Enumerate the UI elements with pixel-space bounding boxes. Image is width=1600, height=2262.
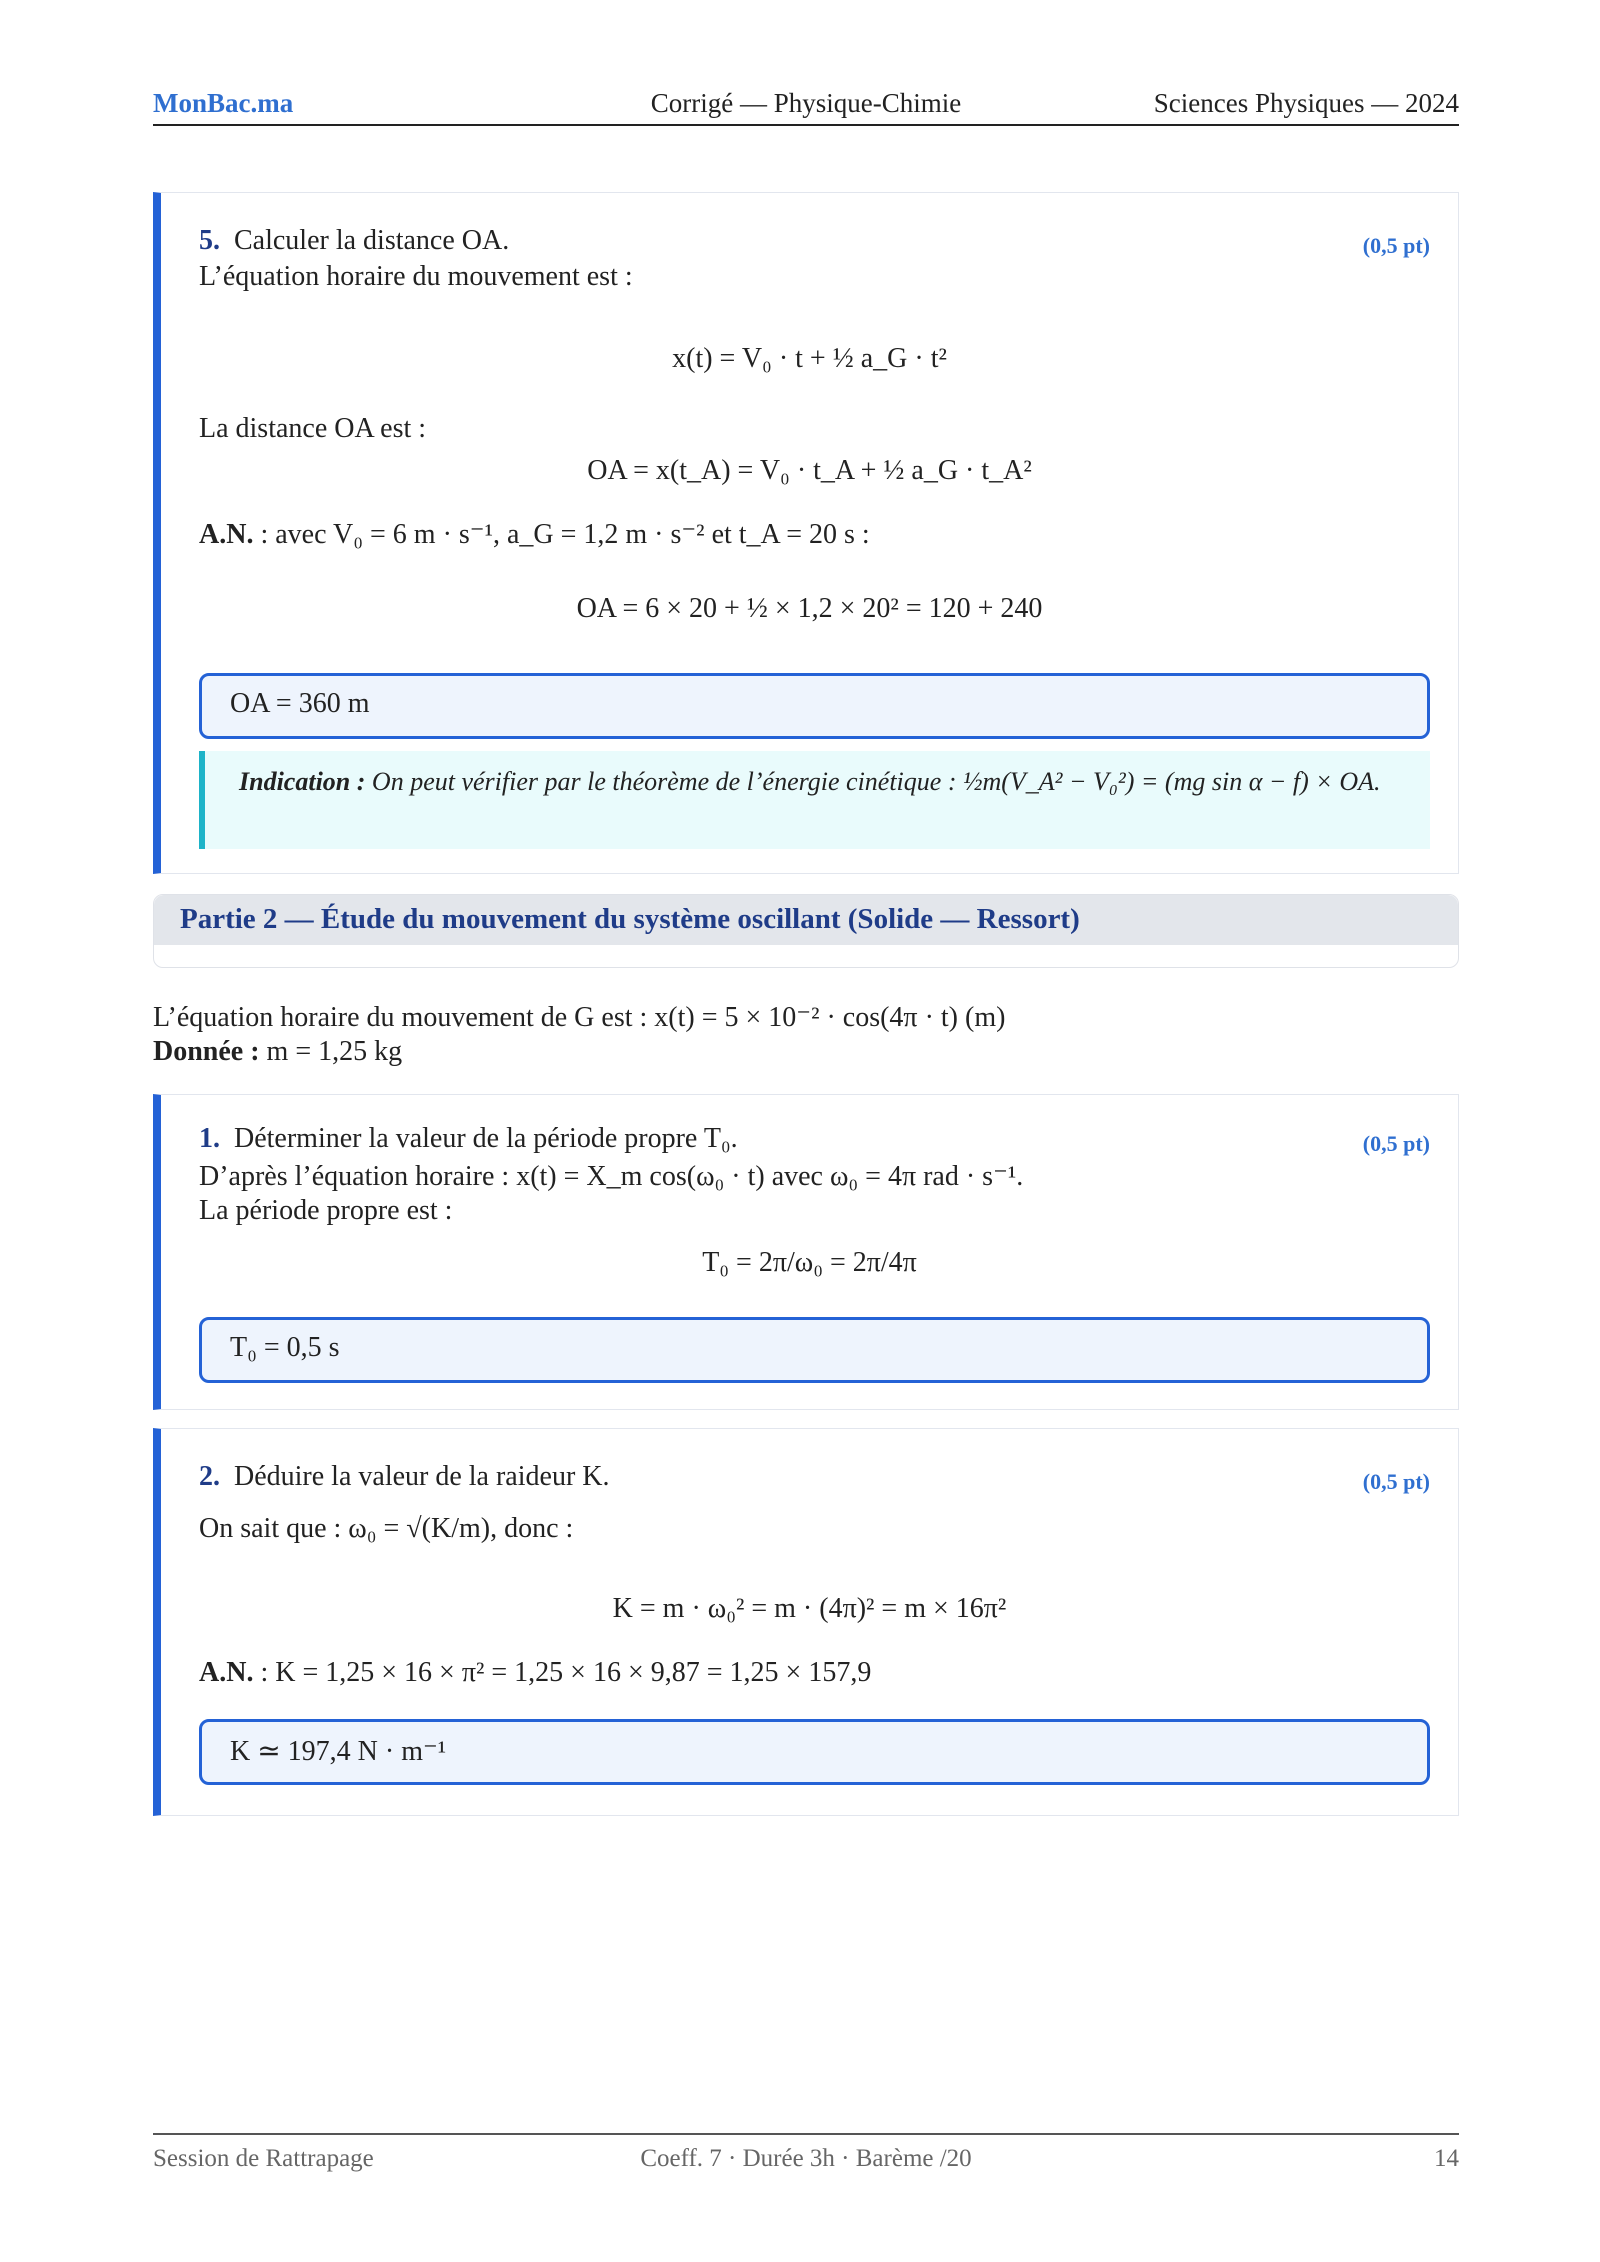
- page-footer: [153, 2133, 1459, 2175]
- intro-text: L’équation horaire du mouvement est :: [199, 261, 633, 292]
- result-box: [199, 1317, 1430, 1383]
- question-2-box: [153, 1428, 1459, 1816]
- question-title-text: Déterminer la valeur de la période propre T₀.: [234, 1123, 738, 1154]
- question-1-title: [199, 1123, 1430, 1155]
- result-box: [199, 1719, 1430, 1785]
- indication-label: Indication :: [239, 767, 366, 796]
- q1-line1: D’après l’équation horaire : x(t) = X_m cos(ω₀ · t) avec ω₀ = 4π rad · s⁻¹.: [199, 1161, 1024, 1192]
- q2-line1: On sait que : ω₀ = √(K/m), donc :: [199, 1513, 574, 1544]
- header-subject: Corrigé — Physique-Chimie: [650, 88, 962, 118]
- equation-oa: OA = x(t_A) = V₀ · t_A + ½ a_G · t_A²: [587, 455, 1032, 486]
- part-2-intro: L’équation horaire du mouvement de G est : x(t) = 5 × 10⁻² · cos(4π · t) (m): [153, 1002, 1006, 1033]
- question-number: 2.: [199, 1461, 220, 1492]
- question-5-box: [153, 192, 1459, 874]
- page-header: [153, 88, 1459, 126]
- part-2-data: [153, 1036, 402, 1068]
- data-label: Donnée :: [153, 1036, 260, 1067]
- equation-calcul: OA = 6 × 20 + ½ × 1,2 × 20² = 120 + 240: [576, 593, 1043, 624]
- q2-equation: K = m · ω₀² = m · (4π)² = m × 16π²: [612, 1593, 1007, 1624]
- q2-application-numerique: A.N. : K = 1,25 × 16 × π² = 1,25 × 16 × 9,87 = 1,25 × 157,9: [199, 1657, 872, 1688]
- site-logo-text[interactable]: MonBac.ma: [153, 88, 294, 118]
- question-1-box: [153, 1094, 1459, 1410]
- q1-equation: T₀ = 2π/ω₀ = 2π/4π: [702, 1247, 917, 1278]
- an-label: A.N.: [199, 1657, 254, 1688]
- question-number: 1.: [199, 1123, 220, 1154]
- indication-box: [199, 751, 1430, 849]
- application-numerique: A.N. : avec V₀ = 6 m · s⁻¹, a_G = 1,2 m · s⁻² et t_A = 20 s :: [199, 519, 870, 550]
- question-2-title: [199, 1461, 1430, 1493]
- question-title-text: Calculer la distance OA.: [234, 225, 510, 256]
- an-label: A.N.: [199, 519, 254, 550]
- q1-line2: La période propre est :: [199, 1195, 453, 1226]
- footer-session: Session de Rattrapage: [153, 2145, 374, 2172]
- result-text: T₀ = 0,5 s: [230, 1332, 340, 1363]
- question-title-text: Déduire la valeur de la raideur K.: [234, 1461, 610, 1492]
- result-box: [199, 673, 1430, 739]
- distance-text: La distance OA est :: [199, 413, 427, 444]
- an-text: avec V₀ = 6 m · s⁻¹, a_G = 1,2 m · s⁻² et t_A = 20 s :: [275, 519, 870, 550]
- equation-horaire: x(t) = V₀ · t + ½ a_G · t²: [672, 343, 947, 374]
- an-text: K = 1,25 × 16 × π² = 1,25 × 16 × 9,87 = 1,25 × 157,9: [275, 1657, 872, 1688]
- part-2-title: Partie 2 — Étude du mouvement du système oscillant (Solide — Ressort): [180, 903, 1080, 935]
- header-exam: Sciences Physiques — 2024: [1153, 88, 1459, 118]
- part-2-header: [153, 894, 1459, 968]
- indication-text: On peut vérifier par le théorème de l’énergie cinétique : ½m(V_A² − V₀²) = (mg sin α − f) × OA.: [371, 767, 1381, 796]
- data-text: m = 1,25 kg: [266, 1036, 403, 1067]
- points-badge: (0,5 pt): [1362, 1469, 1430, 1494]
- question-5-title: [199, 225, 1430, 257]
- points-badge: (0,5 pt): [1362, 1131, 1430, 1156]
- points-badge: (0,5 pt): [1362, 233, 1430, 258]
- page-number: 14: [1434, 2145, 1459, 2172]
- footer-exam-info: Coeff. 7 · Durée 3h · Barème /20: [640, 2145, 972, 2172]
- result-text: OA = 360 m: [230, 688, 370, 719]
- result-text: K ≃ 197,4 N · m⁻¹: [230, 1736, 447, 1767]
- question-number: 5.: [199, 225, 220, 256]
